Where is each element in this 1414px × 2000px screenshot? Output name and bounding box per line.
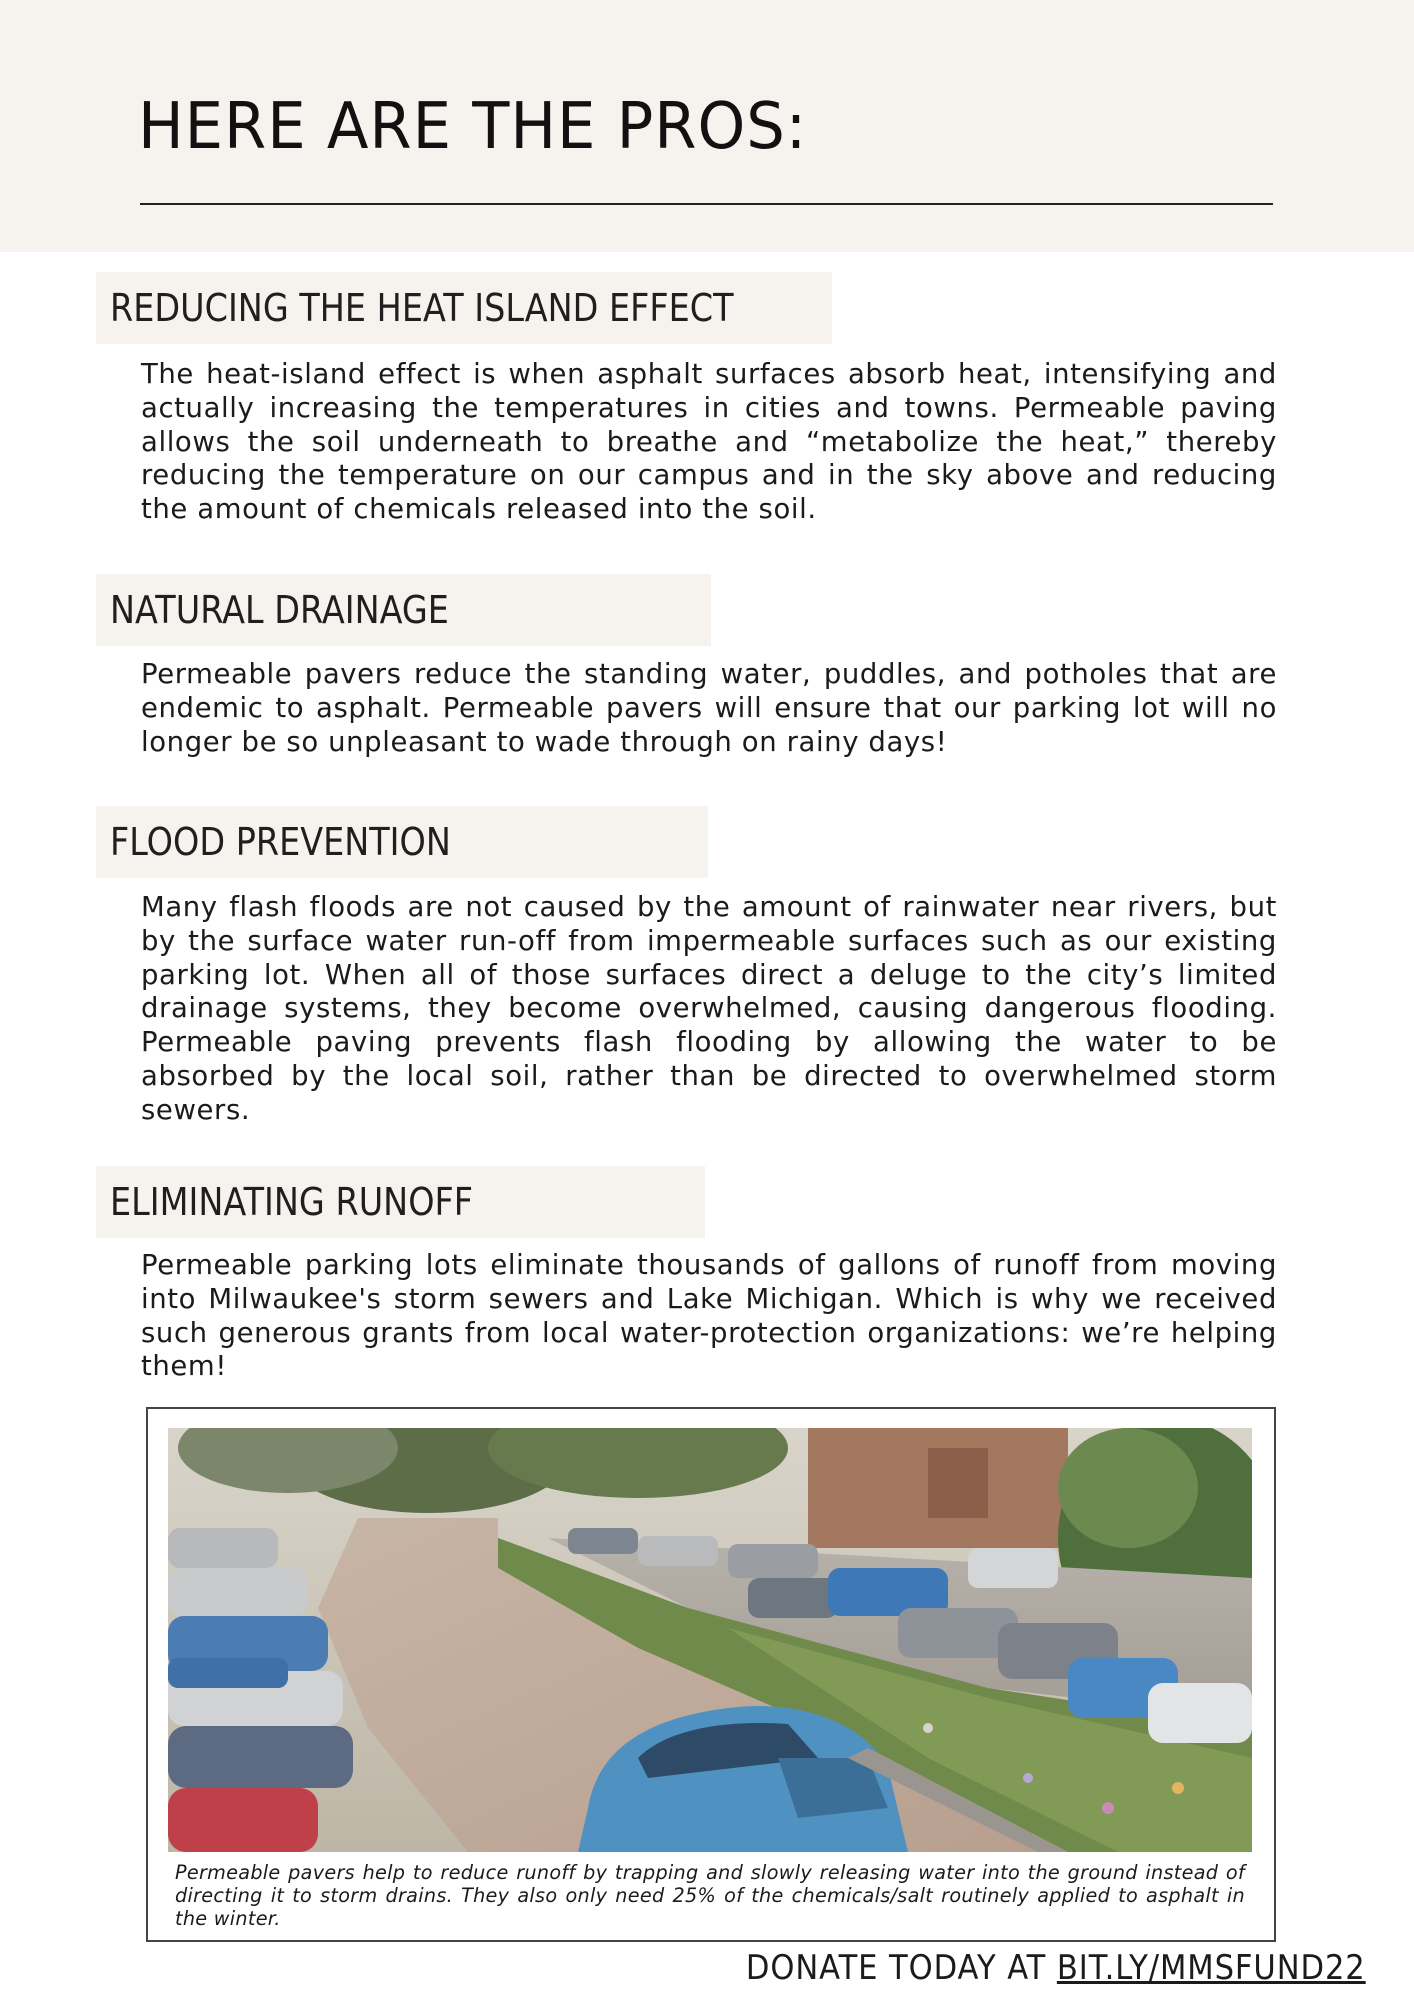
section-body-natural-drainage: Permeable pavers reduce the standing water, puddles, and potholes that are endemic to asphalt. Permeable pavers will ensure that our parking lot will no longer be so unpleasant to wade through on rainy days! — [141, 658, 1277, 758]
section-heading-eliminating-runoff — [96, 1166, 705, 1238]
section-body-flood-prevention: Many flash floods are not caused by the amount of rainwater near rivers, but by the surface water run-off from impermeable surfaces such as our existing parking lot. When all of those surfaces direct a deluge to the city’s limited drainage systems, they become overwhelmed, causing dangerous flooding. Permeable paving prevents flash flooding by allowing the water to be absorbed by the local soil, rather than be directed to overwhelmed storm sewers. — [141, 891, 1277, 1126]
section-heading-heat-island — [96, 272, 832, 344]
section-body-heat-island: The heat-island effect is when asphalt surfaces absorb heat, intensifying and actually increasing the temperatures in cities and towns. Permeable paving allows the soil underneath to breathe and “metabolize the heat,” thereby reducing the temperature on our campus and in the sky above and reducing the amount of chemicals released into the soil. — [141, 358, 1277, 526]
parking-lot-rendering-image — [168, 1428, 1252, 1852]
section-body-eliminating-runoff: Permeable parking lots eliminate thousands of gallons of runoff from moving into Milwaukee's storm sewers and Lake Michigan. Which is why we received such generous grants from local water-protection organizations: we’re helping them! — [141, 1249, 1277, 1383]
title-divider — [140, 203, 1273, 205]
section-heading-text: NATURAL DRAINAGE — [110, 588, 449, 632]
section-heading-natural-drainage — [96, 574, 711, 646]
section-heading-flood-prevention — [96, 806, 708, 878]
section-heading-text: ELIMINATING RUNOFF — [110, 1180, 473, 1224]
page-title: HERE ARE THE PROS: — [138, 90, 808, 164]
donate-prefix: DONATE TODAY AT — [746, 1948, 1058, 1988]
section-heading-text: REDUCING THE HEAT ISLAND EFFECT — [110, 286, 734, 330]
donate-line — [746, 1948, 1366, 1988]
figure-caption: Permeable pavers help to reduce runoff by trapping and slowly releasing water into the ground instead of directing it to storm drains. They also only need 25% of the chemicals/salt routinely applied to asphalt in the winter. — [175, 1861, 1245, 1930]
section-heading-text: FLOOD PREVENTION — [110, 820, 451, 864]
donate-link[interactable]: BIT.LY/MMSFUND22 — [1057, 1948, 1366, 1988]
